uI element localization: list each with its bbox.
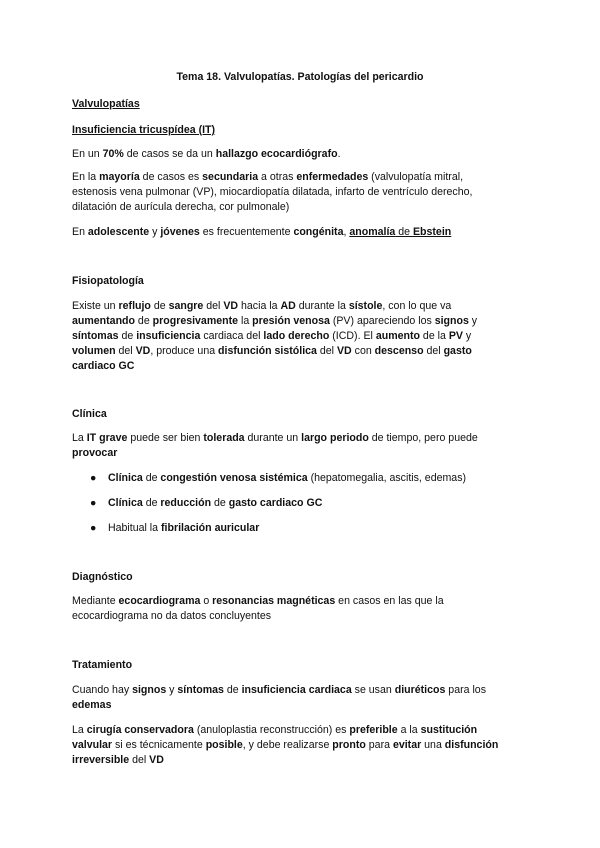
heading-clinica: Clínica	[72, 408, 107, 420]
text-run: aumentando	[72, 315, 135, 327]
text-run: ,	[343, 226, 350, 238]
text-run: insuficiencia cardiaca	[241, 684, 352, 696]
text-run: una	[421, 739, 445, 751]
text-run: disfunción irreversible	[72, 739, 499, 766]
tratamiento-paragraph	[72, 723, 508, 768]
text-run: reducción	[160, 497, 212, 509]
intro-paragraph	[72, 225, 508, 240]
text-run: gasto cardiaco GC	[228, 497, 323, 509]
list-item-text	[108, 472, 466, 484]
text-run: puede ser bien	[127, 432, 204, 444]
text-run: cardiaca del	[200, 330, 264, 342]
text-run: En la	[72, 171, 100, 183]
text-run: provocar	[72, 447, 118, 459]
text-run: hacia la	[238, 300, 281, 312]
text-run: , con lo que va	[382, 300, 452, 312]
text-run: de casos es	[139, 171, 203, 183]
text-run: del	[423, 345, 444, 357]
text-run: jóvenes	[160, 226, 200, 238]
text-run: enfermedades	[296, 171, 369, 183]
text-run: síntomas	[72, 330, 119, 342]
text-run: congestión venosa sistémica	[160, 472, 308, 484]
text-run: hallazgo ecocardiógrafo	[215, 148, 338, 160]
heading-tratamiento: Tratamiento	[72, 659, 133, 671]
text-run: Clínica	[108, 497, 143, 509]
text-run: signos	[434, 315, 469, 327]
text-run: VD	[223, 300, 239, 312]
text-run: secundaria	[202, 171, 259, 183]
text-run: VD	[336, 345, 352, 357]
intro-paragraph	[72, 170, 508, 215]
text-run: PV	[448, 330, 463, 342]
text-run: y	[468, 315, 478, 327]
text-run: presión venosa	[252, 315, 330, 327]
text-run: (ICD). El	[329, 330, 376, 342]
text-run: de	[150, 300, 169, 312]
text-run: se usan	[351, 684, 395, 696]
text-run: y	[166, 684, 178, 696]
text-run: progresivamente	[152, 315, 239, 327]
text-run: La	[72, 724, 87, 736]
list-item	[72, 521, 508, 536]
bullet-icon: ●	[90, 472, 97, 484]
text-run: ecocardiograma	[118, 595, 201, 607]
text-run: Ebstein	[412, 226, 452, 238]
text-run: (hepatomegalia, ascitis, edemas)	[307, 472, 467, 484]
text-run: adolescente	[87, 226, 150, 238]
text-run: de	[142, 472, 161, 484]
diagnostico-paragraph	[72, 594, 508, 624]
list-item	[72, 471, 508, 486]
text-run: En un	[72, 148, 103, 160]
text-run: del	[129, 754, 150, 766]
text-run: signos	[132, 684, 167, 696]
text-run: (PV) apareciendo los	[329, 315, 435, 327]
text-run: , y debe realizarse	[242, 739, 333, 751]
text-run: de casos se da un	[123, 148, 216, 160]
bullet-icon: ●	[90, 497, 97, 509]
text-run: preferible	[349, 724, 398, 736]
text-run: Habitual la	[108, 522, 161, 534]
text-run: lado derecho	[263, 330, 330, 342]
text-run: (anuloplastia reconstrucción) es	[193, 724, 350, 736]
text-run: Clínica	[108, 472, 143, 484]
text-run: es frecuentemente	[199, 226, 294, 238]
fisiopatologia-paragraph	[72, 299, 508, 374]
text-run: sístole	[348, 300, 383, 312]
list-item	[72, 496, 508, 511]
text-run: de	[142, 497, 161, 509]
text-run: Mediante	[72, 595, 119, 607]
text-run: .	[337, 148, 341, 160]
text-run: (valvulopatía mitral, estenosis vena pulmonar (VP), miocardiopatía dilatada, infarto de ventrículo derecho, dilatación de aurícula derecha, cor pulmonale)	[72, 171, 473, 213]
text-run: sustitución valvular	[72, 724, 478, 751]
text-run: del	[203, 300, 224, 312]
text-run: volumen	[72, 345, 116, 357]
text-run: de la	[419, 330, 449, 342]
text-run: Cuando hay	[72, 684, 133, 696]
text-run: de	[118, 330, 137, 342]
document-title: Tema 18. Valvulopatías. Patologías del pericardio	[176, 71, 424, 83]
text-run: cirugía conservadora	[86, 724, 194, 736]
text-run: de	[395, 226, 413, 238]
text-run: diuréticos	[394, 684, 446, 696]
text-run: y	[462, 330, 472, 342]
text-run: evitar	[392, 739, 422, 751]
heading-fisiopatologia: Fisiopatología	[72, 275, 144, 287]
text-run: la	[238, 315, 253, 327]
clinica-bullet-list	[72, 471, 508, 536]
text-run: anomalía	[349, 226, 396, 238]
text-run: pronto	[332, 739, 366, 751]
text-run: del	[115, 345, 136, 357]
text-run: descenso	[374, 345, 424, 357]
text-run: fibrilación auricular	[161, 522, 260, 534]
text-run: 70%	[102, 148, 124, 160]
text-run: insuficiencia	[136, 330, 201, 342]
text-run: , produce una	[150, 345, 219, 357]
text-run: de tiempo, pero puede	[368, 432, 478, 444]
text-run: VD	[149, 754, 164, 766]
text-run: posible	[205, 739, 243, 751]
text-run: o	[200, 595, 213, 607]
text-run: largo periodo	[301, 432, 369, 444]
text-run: mayoría	[99, 171, 140, 183]
heading-diagnostico: Diagnóstico	[72, 571, 133, 583]
text-run: con	[351, 345, 375, 357]
text-run: a otras	[258, 171, 297, 183]
text-run: de	[134, 315, 153, 327]
list-item-text	[108, 497, 322, 509]
text-run: de	[211, 497, 229, 509]
text-run: reflujo	[118, 300, 151, 312]
clinica-paragraph	[72, 431, 508, 461]
text-run: sangre	[168, 300, 204, 312]
text-run: La	[72, 432, 87, 444]
text-run: de	[223, 684, 242, 696]
text-run: a la	[397, 724, 421, 736]
text-run: para los	[445, 684, 486, 696]
text-run: en casos en las que la ecocardiograma no da datos concluyentes	[72, 595, 444, 622]
tratamiento-paragraph	[72, 683, 508, 713]
text-run: durante un	[244, 432, 302, 444]
text-run: gasto cardiaco GC	[72, 345, 472, 372]
text-run: disfunción sistólica	[218, 345, 317, 357]
text-run: tolerada	[203, 432, 245, 444]
text-run: Existe un	[72, 300, 119, 312]
text-run: aumento	[375, 330, 420, 342]
text-run: congénita	[293, 226, 344, 238]
bullet-icon: ●	[90, 522, 97, 534]
text-run: y	[149, 226, 161, 238]
text-run: IT grave	[86, 432, 128, 444]
text-run: edemas	[72, 699, 112, 711]
text-run: VD	[135, 345, 151, 357]
text-run: del	[316, 345, 337, 357]
intro-paragraph	[72, 147, 508, 162]
text-run: En	[72, 226, 88, 238]
subsection-heading-insuficiencia-tricuspidea: Insuficiencia tricuspídea (IT)	[72, 124, 216, 136]
list-item-text	[108, 522, 259, 534]
text-run: durante la	[295, 300, 349, 312]
text-run: si es técnicamente	[112, 739, 206, 751]
text-run: AD	[280, 300, 296, 312]
section-heading-valvulopatias: Valvulopatías	[72, 98, 140, 110]
text-run: síntomas	[177, 684, 224, 696]
text-run: para	[365, 739, 393, 751]
text-run: resonancias magnéticas	[212, 595, 336, 607]
